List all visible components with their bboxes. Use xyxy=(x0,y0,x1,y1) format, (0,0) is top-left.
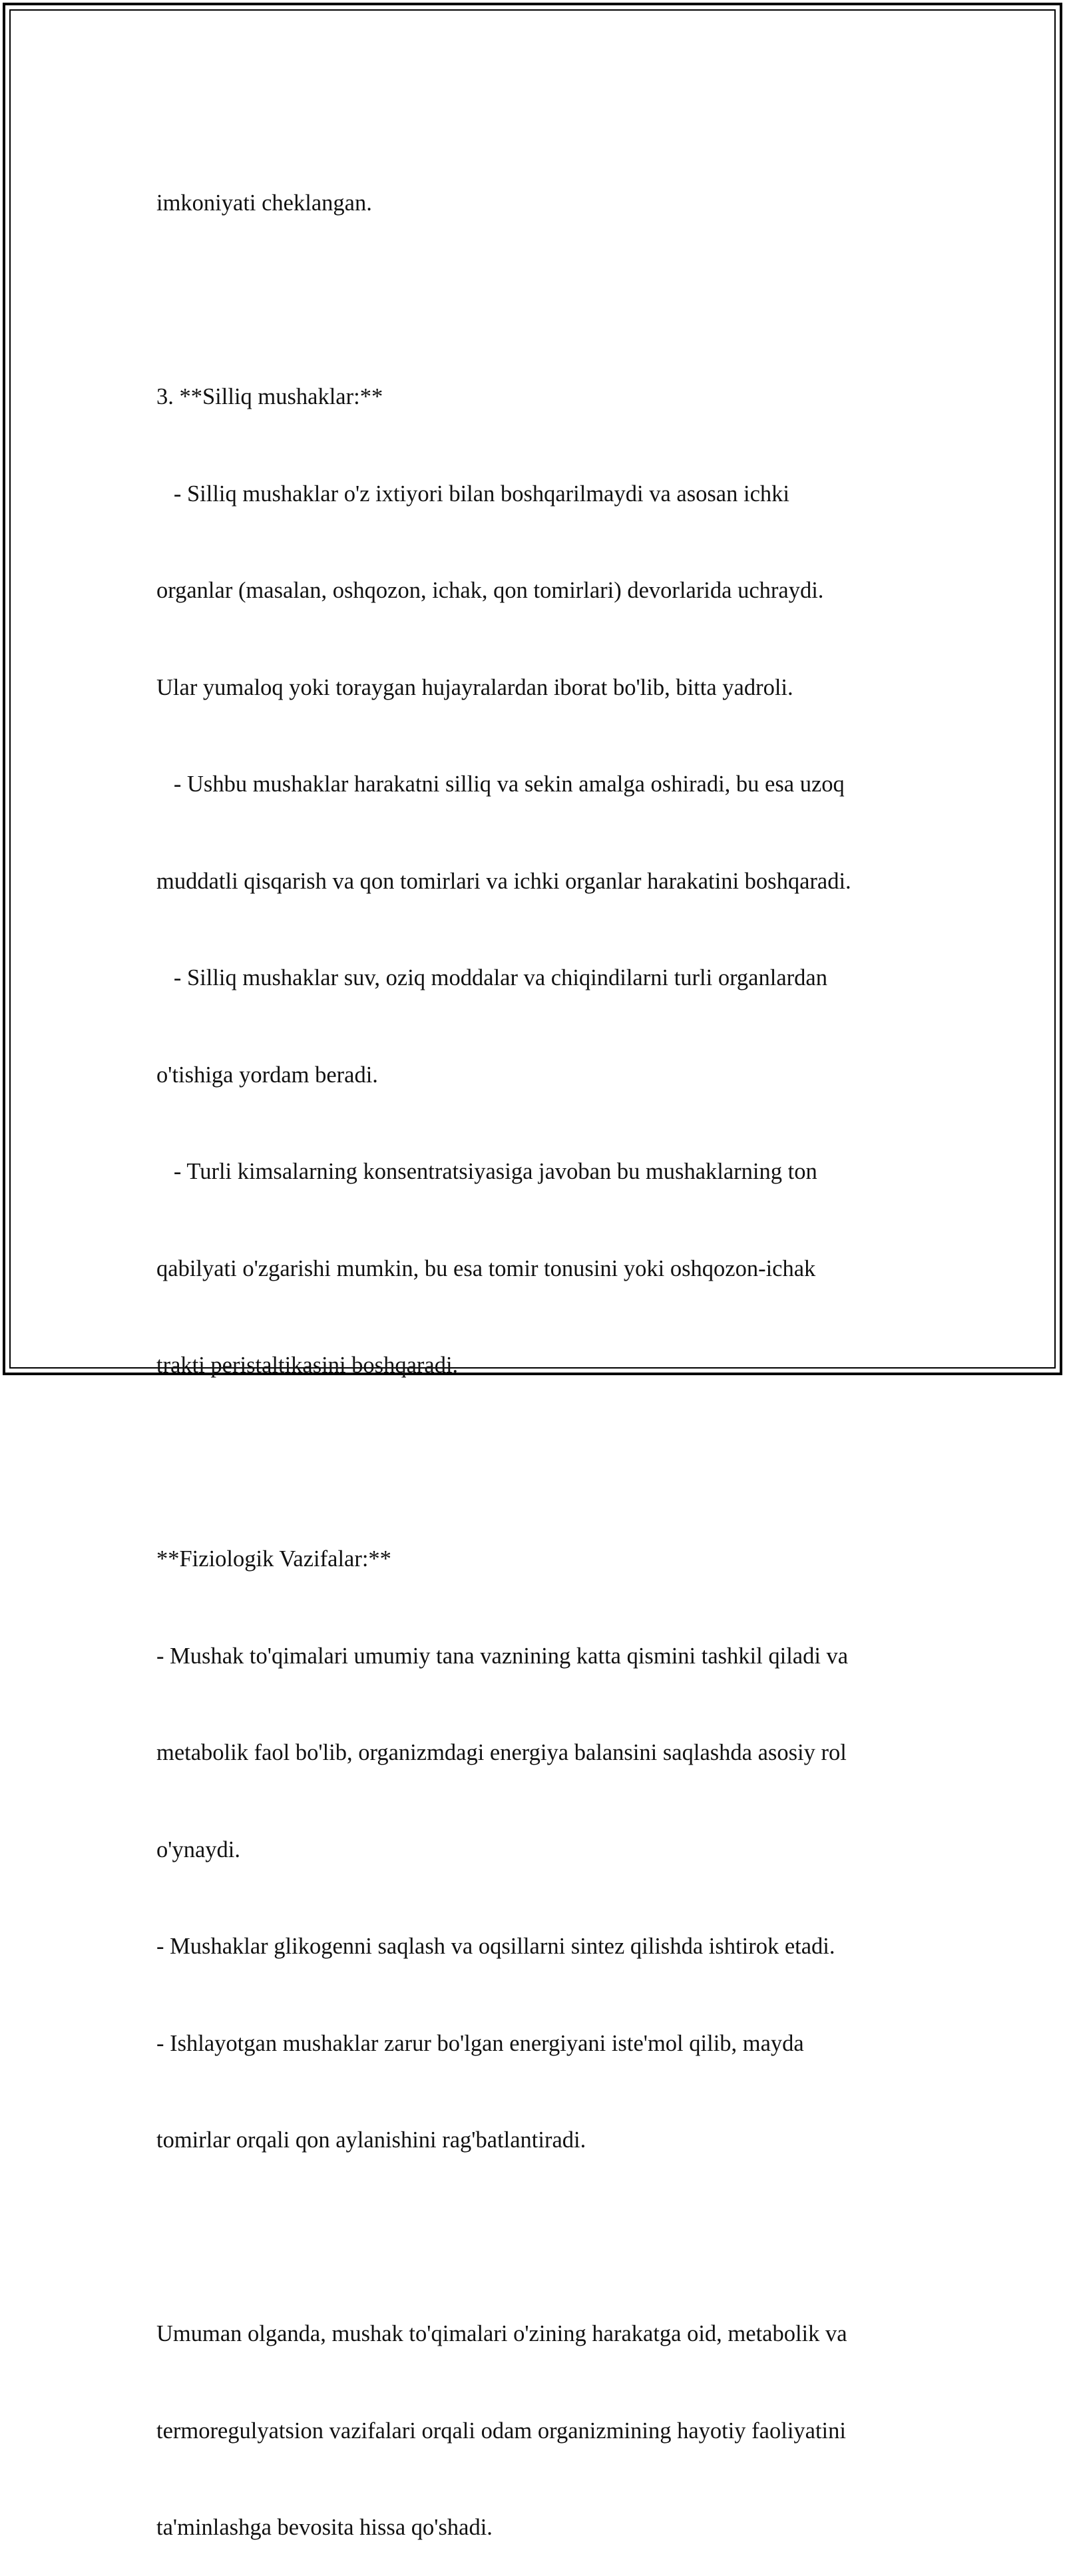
blank-line xyxy=(156,2221,909,2254)
text-line: - Silliq mushaklar o'z ixtiyori bilan boshqarilmaydi va asosan ichki xyxy=(156,481,789,507)
text-line: termoregulyatsion vazifalari orqali odam organizmining hayotiy faoliyatini xyxy=(156,2418,846,2444)
text-line: trakti peristaltikasini boshqaradi. xyxy=(156,1353,459,1378)
text-line: - Silliq mushaklar suv, oziq moddalar va chiqindilarni turli organlardan xyxy=(156,965,827,990)
text-line: - Turli kimsalarning konsentratsiyasiga javoban bu mushaklarning ton xyxy=(156,1159,817,1184)
text-line: o'ynaydi. xyxy=(156,1836,240,1862)
blank-line xyxy=(156,1446,909,1479)
text-line: muddatli qisqarish va qon tomirlari va ichki organlar harakatini boshqaradi. xyxy=(156,868,851,894)
text-line: imkoniyati cheklangan. xyxy=(156,190,372,216)
text-line: - Ishlayotgan mushaklar zarur bo'lgan energiyani iste'mol qilib, mayda xyxy=(156,2030,804,2056)
text-line: organlar (masalan, oshqozon, ichak, qon tomirlari) devorlarida uchraydi. xyxy=(156,578,824,603)
text-line: qabilyati o'zgarishi mumkin, bu esa tomir tonusini yoki oshqozon-ichak xyxy=(156,1255,816,1281)
text-line: metabolik faol bo'lib, organizmdagi energiya balansini saqlashda asosiy rol xyxy=(156,1740,847,1765)
text-line: Ular yumaloq yoki toraygan hujayralardan iborat bo'lib, bitta yadroli. xyxy=(156,674,793,700)
text-line: - Mushak to'qimalari umumiy tana vaznining katta qismini tashkil qiladi va xyxy=(156,1643,849,1669)
text-line: o'tishiga yordam beradi. xyxy=(156,1062,378,1088)
blank-line xyxy=(156,284,909,317)
text-line: Umuman olganda, mushak to'qimalari o'zining harakatga oid, metabolik va xyxy=(156,2321,847,2346)
text-line: tomirlar orqali qon aylanishini rag'batlantiradi. xyxy=(156,2127,586,2153)
text-line: - Mushaklar glikogenni saqlash va oqsillarni sintez qilishda ishtirok etadi. xyxy=(156,1934,835,1959)
document-body xyxy=(156,122,909,2576)
text-line: ta'minlashga bevosita hissa qo'shadi. xyxy=(156,2515,493,2540)
section-heading-silliq-mushaklar: 3. **Silliq mushaklar:** xyxy=(156,384,383,409)
text-line: - Ushbu mushaklar harakatni silliq va sekin amalga oshiradi, bu esa uzoq xyxy=(156,771,845,797)
section-heading-fiziologik-vazifalar: **Fiziologik Vazifalar:** xyxy=(156,1546,391,1572)
